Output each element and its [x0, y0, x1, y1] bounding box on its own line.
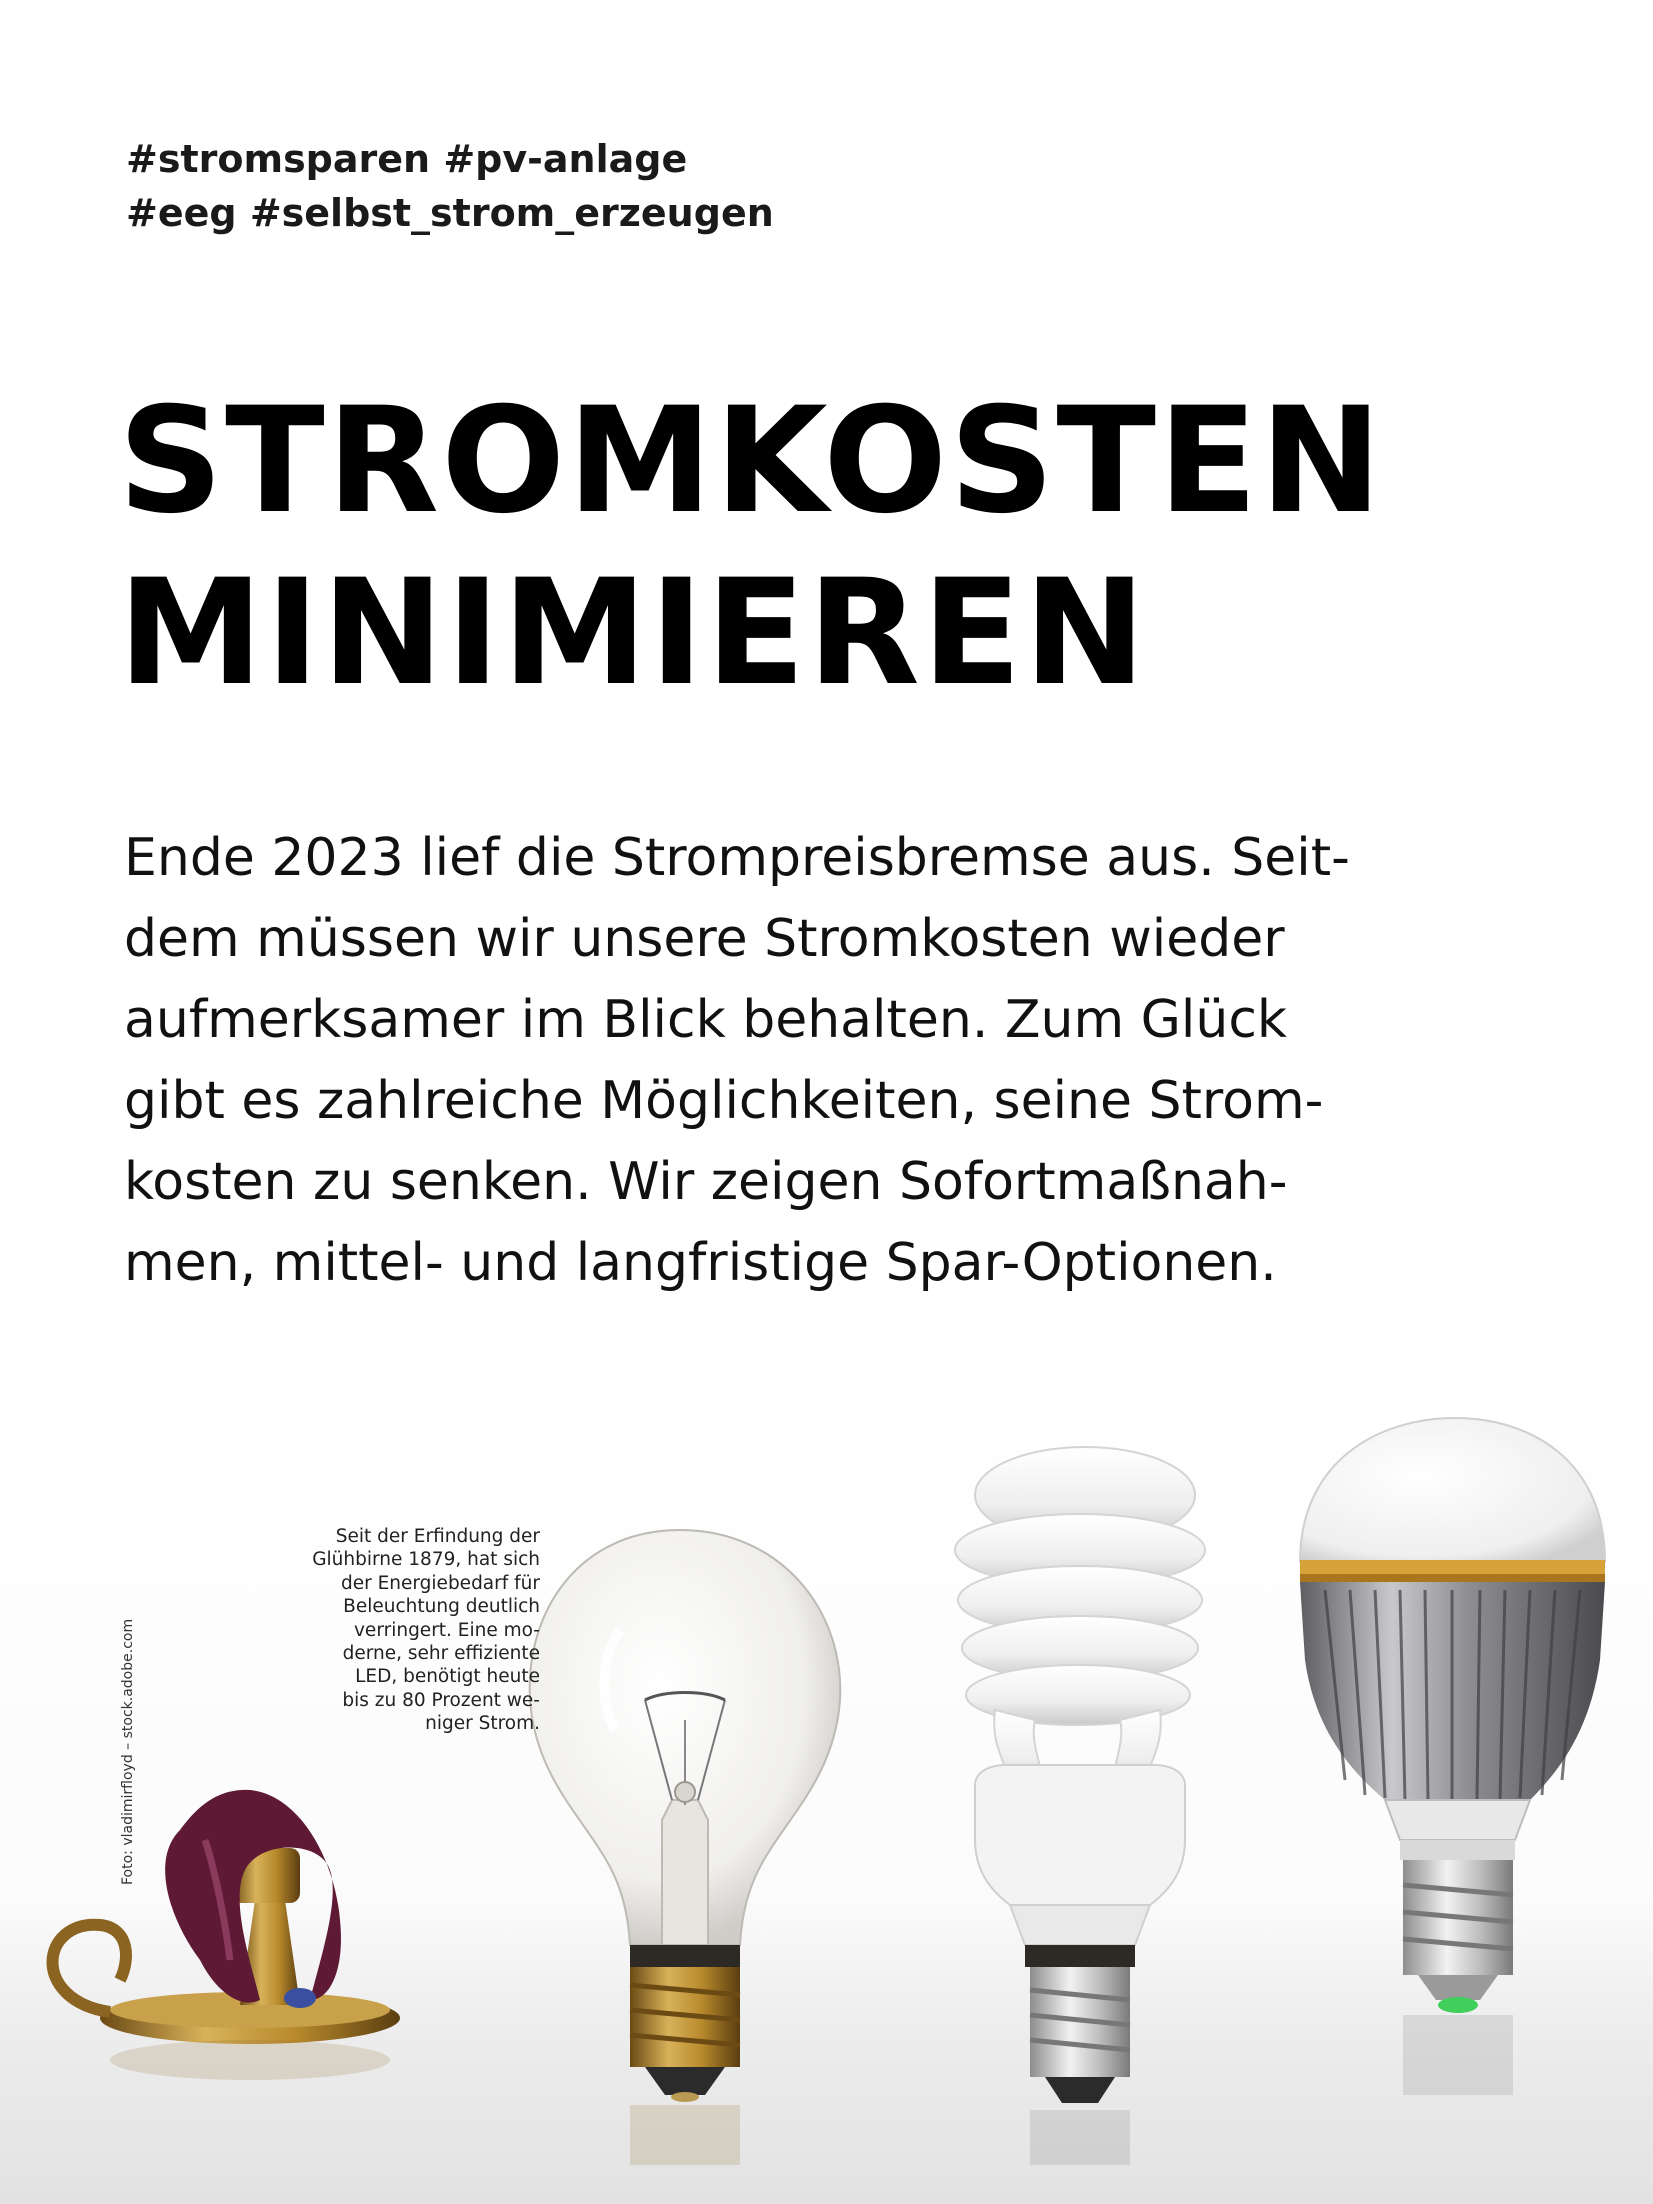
caption-line: der Energiebedarf für: [340, 1572, 540, 1594]
hashtag-line-2: #eeg #selbst_strom_erzeugen: [126, 191, 774, 235]
caption-line: Glühbirne 1879, hat sich: [312, 1549, 540, 1571]
lead-line: dem müssen wir unsere Stromkosten wieder: [124, 909, 1285, 969]
caption-line: verringert. Eine mo-: [353, 1619, 540, 1641]
caption-line: LED, benötigt heute: [355, 1666, 540, 1688]
hashtags: [126, 132, 774, 240]
caption-line: Seit der Erfindung der: [335, 1526, 540, 1547]
caption-line: Beleuchtung deutlich: [343, 1596, 540, 1618]
lead-line: Ende 2023 lief die Strompreisbremse aus. Seit-: [124, 828, 1350, 888]
headline-line-1: STROMKOSTEN: [118, 376, 1384, 546]
caption-line: niger Strom.: [425, 1713, 540, 1735]
lead-line: gibt es zahlreiche Möglichkeiten, seine Strom-: [124, 1071, 1324, 1131]
photo-caption: [250, 1525, 540, 1736]
lead-line: men, mittel- und langfristige Spar-Optionen.: [124, 1233, 1277, 1293]
headline: [118, 375, 1384, 719]
caption-line: bis zu 80 Prozent we-: [342, 1689, 540, 1711]
lighting-evolution-photo: [0, 1400, 1653, 2204]
caption-line: derne, sehr effiziente: [342, 1643, 540, 1665]
photo-credit: Foto: vladimirfloyd – stock.adobe.com: [120, 1618, 136, 1885]
lead-paragraph: [124, 818, 1504, 1304]
headline-line-2: MINIMIEREN: [118, 548, 1148, 718]
hashtag-line-1: #stromsparen #pv-anlage: [126, 137, 688, 181]
lead-line: aufmerksamer im Blick behalten. Zum Glück: [124, 990, 1288, 1050]
lead-line: kosten zu senken. Wir zeigen Sofortmaßnah-: [124, 1152, 1288, 1212]
